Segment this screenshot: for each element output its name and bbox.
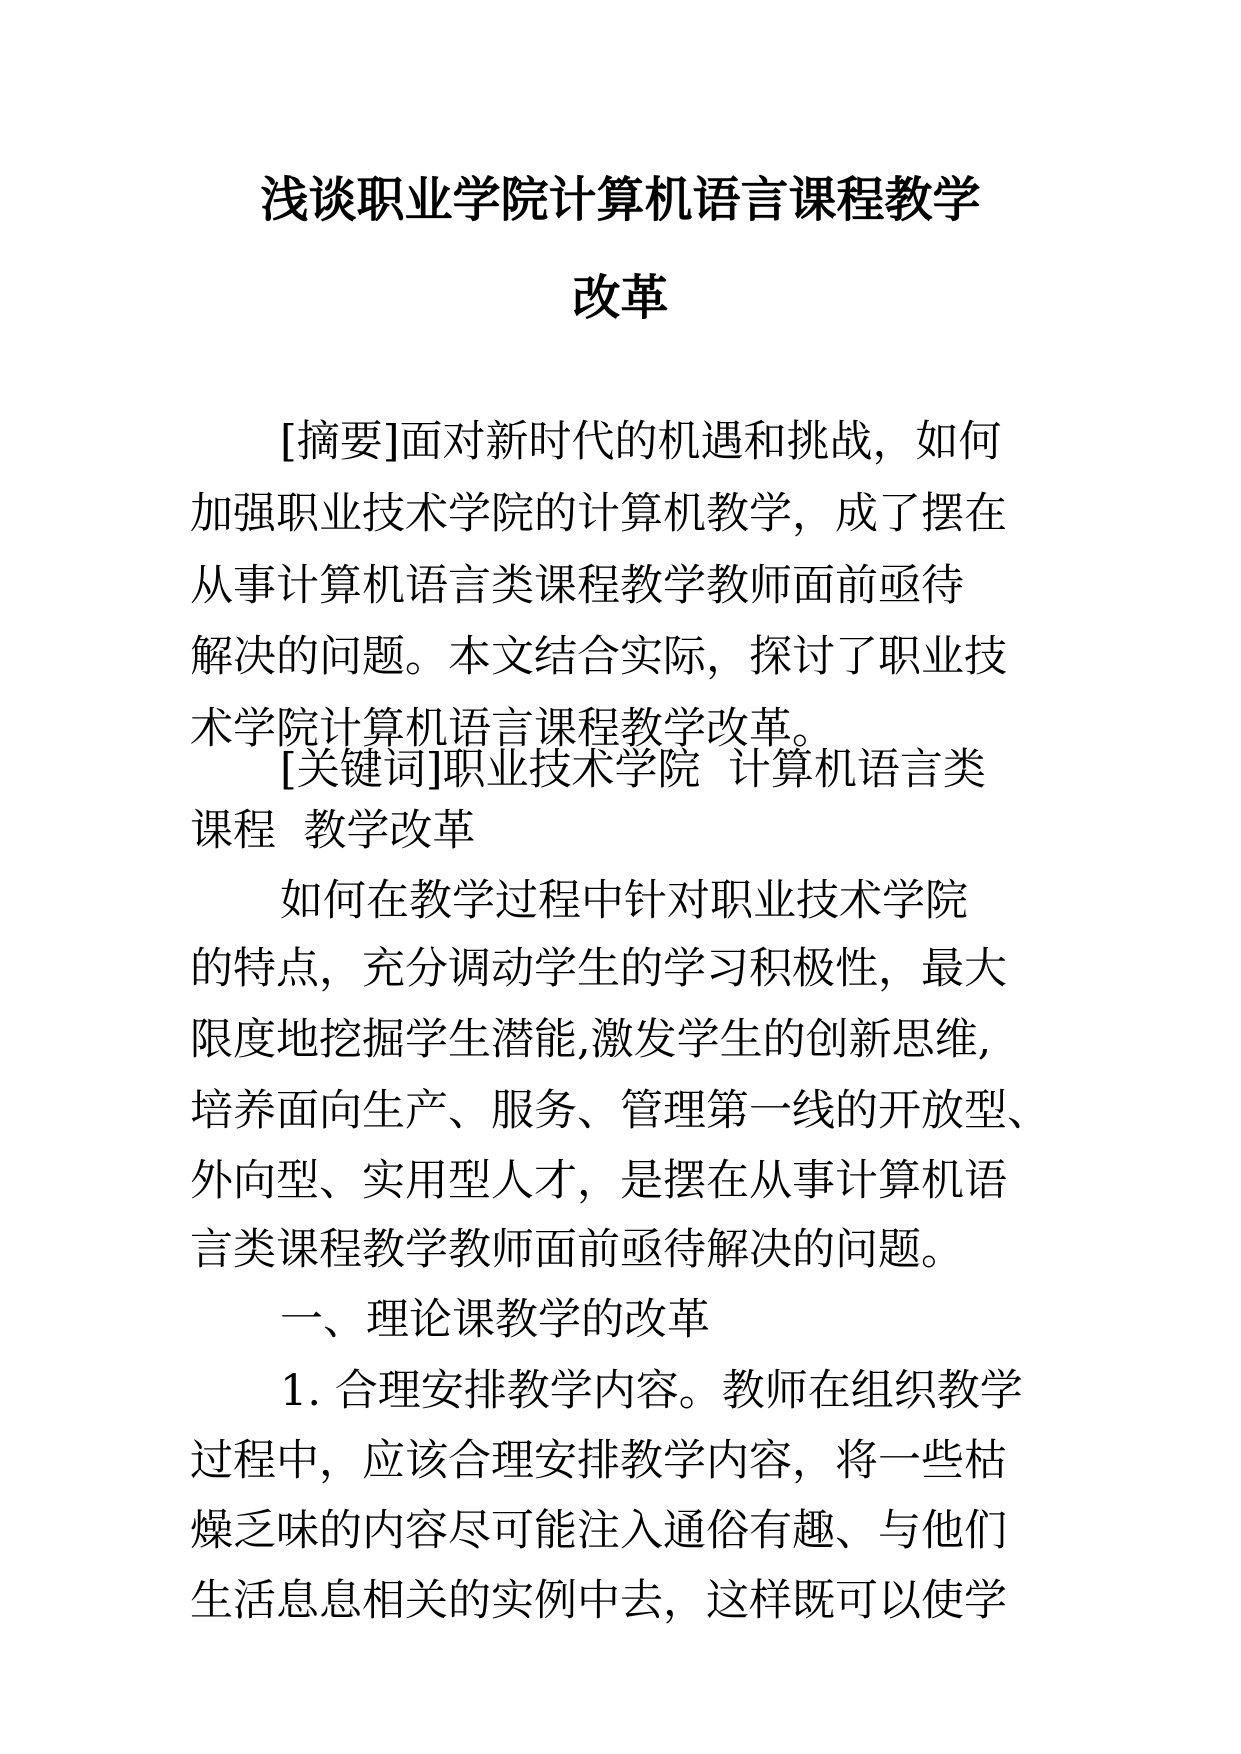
item-1-line-3: 燥乏味的内容尽可能注入通俗有趣、与他们 [190, 1506, 1007, 1556]
keywords-line-2: 课程 教学改革 [190, 806, 476, 856]
document-title-line-1: 浅谈职业学院计算机语言课程教学 [260, 172, 981, 228]
paragraph-line-6: 言类课程教学教师面前亟待解决的问题。 [190, 1225, 964, 1275]
paragraph-line-4: 培养面向生产、服务、管理第一线的开放型、 [190, 1086, 1050, 1136]
paragraph-line-1: 如何在教学过程中针对职业技术学院 [280, 876, 968, 926]
abstract-line-4: 解决的问题。本文结合实际，探讨了职业技 [190, 632, 1007, 682]
section-heading-1: 一、理论课教学的改革 [280, 1295, 710, 1345]
paragraph-line-3: 限度地挖掘学生潜能,激发学生的创新思维, [190, 1015, 992, 1065]
item-1-line-4: 生活息息相关的实例中去，这样既可以使学 [190, 1576, 1007, 1626]
abstract-line-3: 从事计算机语言类课程教学教师面前亟待 [190, 561, 964, 611]
keywords-line-1: [关键词]职业技术学院 计算机语言类 [280, 745, 986, 795]
abstract-line-5: 术学院计算机语言课程教学改革。 [190, 704, 835, 754]
abstract-line-1: [摘要]面对新时代的机遇和挑战，如何 [280, 417, 1002, 467]
document-title-line-2: 改革 [572, 270, 669, 326]
abstract-line-2: 加强职业技术学院的计算机教学，成了摆在 [190, 489, 1007, 539]
paragraph-line-5: 外向型、实用型人才，是摆在从事计算机语 [190, 1156, 1007, 1206]
paragraph-line-2: 的特点，充分调动学生的学习积极性，最大 [190, 944, 1007, 994]
item-1-line-1: 1. 合理安排教学内容。教师在组织教学 [280, 1366, 1023, 1416]
item-1-line-2: 过程中，应该合理安排教学内容，将一些枯 [190, 1436, 1007, 1486]
